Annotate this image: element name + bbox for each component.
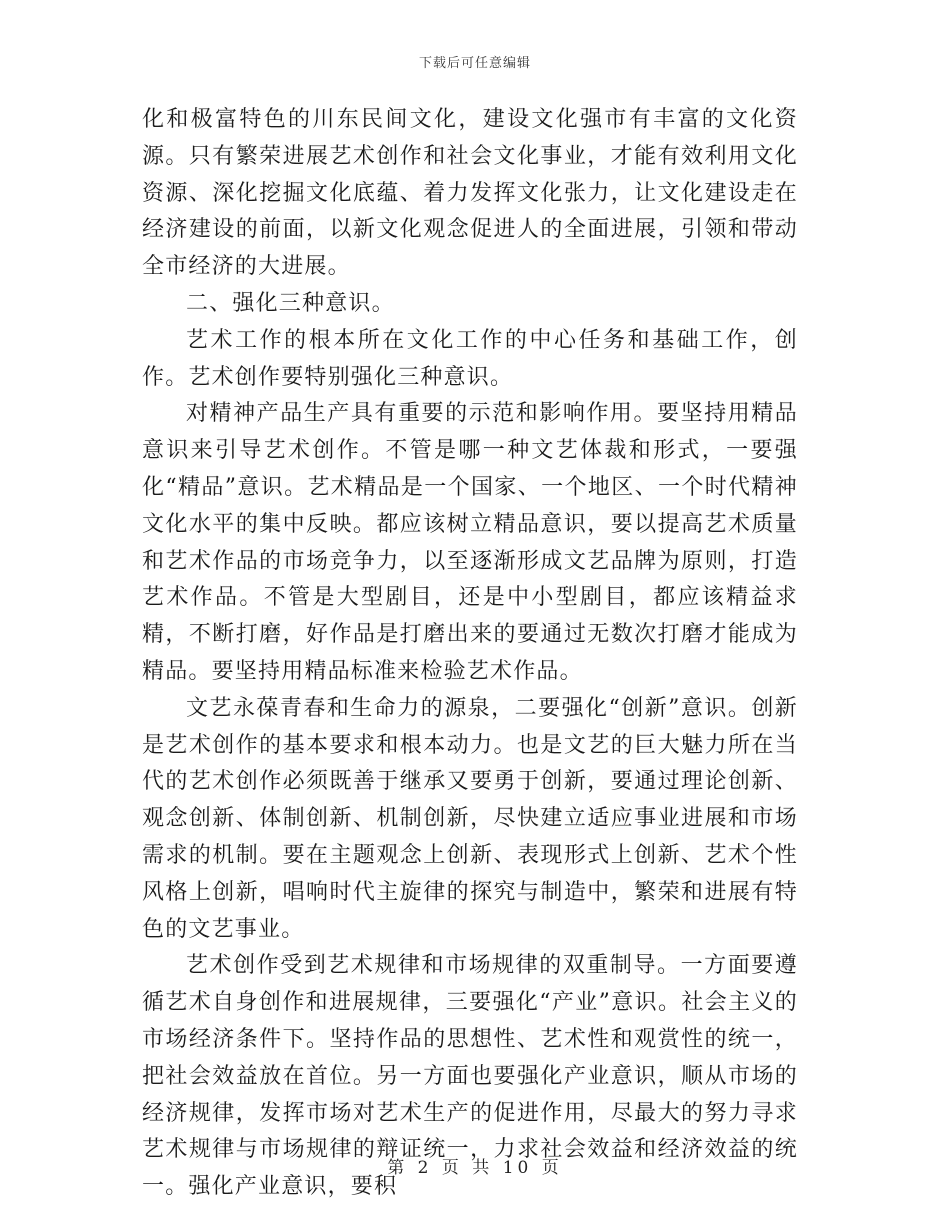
paragraph-1: 化和极富特色的川东民间文化，建设文化强市有丰富的文化资源。只有繁荣进展艺术创作和社会文化事业，才能有效利用文化资源、深化挖掘文化底蕴、着力发挥文化张力，让文化建设走在经济建设的前面，以新文化观念促进人的全面进展，引领和带动全市经济的大进展。	[142, 107, 798, 280]
paragraph-2: 艺术工作的根本所在文化工作的中心任务和基础工作，创作。艺术创作要特别强化三种意识。	[142, 327, 798, 390]
paragraph-4: 文艺永葆青春和生命力的源泉，二要强化“创新”意识。创新是艺术创作的基本要求和根本动力。也是文艺的巨大魅力所在当代的艺术创作必须既善于继承又要勇于创新，要通过理论创新、观念创新、体制创新、机制创新，尽快建立适应事业进展和市场需求的机制。要在主题观念上创新、表现形式上创新、艺术个性风格上创新，唱响时代主旋律的探究与制造中，繁荣和进展有特色的文艺事业。	[142, 695, 798, 942]
section-heading: 二、强化三种意识。	[186, 290, 395, 316]
page-header: 下载后可任意编辑	[418, 56, 531, 71]
page-number-footer: 第 2 页 共 10 页	[387, 1158, 563, 1178]
paragraph-5: 艺术创作受到艺术规律和市场规律的双重制导。一方面要遵循艺术自身创作和进展规律，三要强化“产业”意识。社会主义的市场经济条件下。坚持作品的思想性、艺术性和观赏性的统一，把社会效益放在首位。另一方面也要强化产业意识，顺从市场的经济规律，发挥市场对艺术生产的促进作用，尽最大的努力寻求艺术规律与市场规律的辩证统一，力求社会效益和经济效益的统一。强化产业意识，要积	[142, 953, 798, 1200]
document-body	[142, 102, 798, 1206]
paragraph-3: 对精神产品生产具有重要的示范和影响作用。要坚持用精品意识来引导艺术创作。不管是哪一种文艺体裁和形式，一要强化“精品”意识。艺术精品是一个国家、一个地区、一个时代精神文化水平的集中反映。都应该树立精品意识，要以提高艺术质量和艺术作品的市场竞争力，以至逐渐形成文艺品牌为原则，打造艺术作品。不管是大型剧目，还是中小型剧目，都应该精益求精，不断打磨，好作品是打磨出来的要通过无数次打磨才能成为精品。要坚持用精品标准来检验艺术作品。	[142, 401, 798, 684]
